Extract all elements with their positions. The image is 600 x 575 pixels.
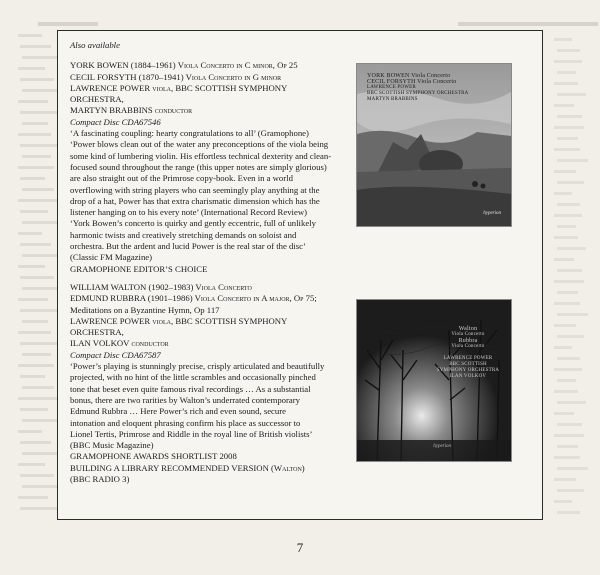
bleed-line — [557, 71, 576, 74]
bleed-line — [20, 210, 48, 213]
bleed-line — [554, 456, 580, 459]
album2-award: GRAMOPHONE AWARDS SHORTLIST 2008 — [70, 451, 237, 462]
album1-award: GRAMOPHONE EDITOR’S CHOICE — [70, 263, 208, 274]
bleed-line — [557, 225, 576, 228]
album2-review-line: intonation and eloquent phrasing confirm his place as successor to — [70, 417, 301, 428]
bleed-line — [557, 401, 586, 404]
album1-review-line: ‘Power blows clean out of the water any preconceptions of the viola being — [70, 139, 329, 150]
album2-catalogue: Compact Disc CDA67587 — [70, 349, 161, 360]
bleed-line — [20, 507, 57, 510]
album1-review-line: ‘York Bowen’s concerto is quirky and gently eccentric, full of unlikely — [70, 218, 316, 229]
bleed-line — [554, 192, 572, 195]
album1-catalogue: Compact Disc CDA67546 — [70, 116, 161, 127]
bleed-line — [18, 34, 42, 37]
album1-cover-title: YORK BOWEN Viola Concerto CECIL FORSYTH Viola Concerto LAWRENCE POWER BBC SCOTTISH SYMPHONY ORCHESTRA MARTYN BRABBINS — [367, 73, 469, 102]
bleed-line — [20, 441, 51, 444]
album1-line3: LAWRENCE POWER viola, BBC SCOTTISH SYMPHONY ORCHESTRA, — [70, 82, 287, 105]
album1-cover-art[interactable] — [356, 63, 512, 227]
bleed-line — [20, 177, 45, 180]
bleed-line — [554, 60, 582, 63]
album2-line3: Meditations on a Byzantine Hymn, Op 117 — [70, 304, 220, 315]
album1-line4: MARTYN BRABBINS conductor — [70, 105, 193, 116]
bleed-line — [20, 111, 57, 114]
bleed-line — [557, 423, 582, 426]
bleed-line — [554, 280, 584, 283]
bleed-line — [554, 412, 574, 415]
album2-award: (BBC RADIO 3) — [70, 473, 130, 484]
bleed-line — [18, 166, 54, 169]
bleed-line — [554, 324, 576, 327]
bleed-line — [20, 408, 48, 411]
page-number: 7 — [296, 540, 304, 555]
bleed-line — [20, 45, 51, 48]
album2-line1: WILLIAM WALTON (1902–1983) Viola Concerto — [70, 281, 252, 292]
album2-review-line: Edmund Rubbra … Here Power’s rich and even sound, secure — [70, 406, 287, 417]
bleed-line — [554, 126, 584, 129]
bleed-line — [18, 331, 51, 334]
bleed-line — [22, 188, 54, 191]
album1-review-line: orchestra. But the ardent and lucid Power is the real star of the disc’ — [70, 241, 306, 252]
album1-line1: YORK BOWEN (1884–1961) Viola Concerto in C minor, Op 25 — [70, 60, 298, 71]
bleed-line — [554, 104, 574, 107]
bleed-line — [20, 474, 54, 477]
album1-review-line: harmonic twists and creatively stretching demands on soloist and — [70, 229, 297, 240]
album2-review-line: Lionel Tertis, Primrose and Riddle in the royal line of British violists’ — [70, 428, 313, 439]
hyperion-logo: hyperion — [433, 444, 451, 449]
bleed-line — [22, 56, 60, 59]
bleed-line — [557, 247, 586, 250]
bleed-line — [22, 452, 60, 455]
bleed-line — [557, 445, 578, 448]
bleed-line — [18, 199, 57, 202]
bleed-line — [554, 346, 572, 349]
album2-award: BUILDING A LIBRARY RECOMMENDED VERSION (Walton) — [70, 462, 305, 473]
bleed-line — [22, 221, 57, 224]
section-heading: Also available — [70, 40, 120, 50]
bleed-line — [18, 133, 51, 136]
bleed-line — [18, 397, 57, 400]
bleed-line — [22, 254, 60, 257]
bleed-line — [557, 379, 576, 382]
bleed-line — [18, 298, 48, 301]
bleed-line — [557, 181, 584, 184]
album1-review-line: drop of a hat, Power has that extra charismatic dimension which has the — [70, 195, 320, 206]
bleed-line — [20, 276, 54, 279]
bleed-line — [557, 115, 582, 118]
bleed-line — [20, 243, 51, 246]
bleed-line — [22, 122, 48, 125]
bleed-line — [557, 93, 586, 96]
night-forest-image — [357, 300, 511, 461]
also-available-text — [70, 40, 332, 485]
bleed-line — [557, 335, 584, 338]
album1-review-line: focused sound throughout the range (this upper notes are simply glorious) — [70, 161, 327, 172]
bleed-line — [18, 265, 45, 268]
bleed-line — [557, 489, 584, 492]
bleed-line — [554, 258, 574, 261]
bleed-line — [554, 38, 572, 41]
album1-review-line: listener hanging on to his every note’ (International Record Review) — [70, 207, 307, 218]
bleed-line — [18, 430, 42, 433]
bleed-line — [22, 419, 57, 422]
bleed-line — [554, 170, 576, 173]
album2-line2: EDMUND RUBBRA (1901–1986) Viola Concerto in A major, Op 75; — [70, 293, 317, 304]
bleed-line — [557, 511, 580, 514]
album1-review-line: are also straight out of the Primrose copy-book. Even in a world — [70, 173, 293, 184]
bleed-line — [20, 144, 60, 147]
bleed-line — [557, 49, 580, 52]
bleed-line — [18, 463, 45, 466]
album1-review-line: (Classic FM Magazine) — [70, 252, 153, 263]
album2-review-line: tone that beset even quite famous rival recordings … As a substantial — [70, 383, 311, 394]
album1-review-line: some kind of lumbering violin. His effortless technical dexterity and clean- — [70, 150, 332, 161]
bleed-line — [18, 100, 48, 103]
bleed-line — [557, 203, 580, 206]
album1-review-line: overflowing with string players who can seemingly play anything at the — [70, 184, 320, 195]
bleed-line — [557, 357, 580, 360]
bleed-line — [557, 159, 588, 162]
bleed-line — [22, 386, 54, 389]
bleed-line — [18, 232, 42, 235]
album2-review-line: (BBC Music Magazine) — [70, 440, 154, 451]
bleed-line — [557, 291, 578, 294]
bleed-line — [557, 467, 588, 470]
album2-review-line: ‘Power’s playing is stunningly precise, crisply articulated and beautifully — [70, 361, 325, 372]
album1-review-line: ‘A fascinating coupling: hearty congratulations to all’ (Gramophone) — [70, 128, 309, 139]
bleed-line — [20, 375, 45, 378]
bleed-line — [20, 342, 60, 345]
album2-review-line: bonus, there are two rarities by Walton’s underrated contemporary — [70, 394, 301, 405]
album2-line5: ILAN VOLKOV conductor — [70, 338, 169, 349]
album2-cover-title: Walton Viola Concerto Rubbra Viola Concerto LAWRENCE POWER BBC SCOTTISH SYMPHONY ORCHESTRA ILAN VOLKOV — [436, 326, 500, 379]
bleed-line — [557, 269, 582, 272]
bleed-line — [554, 148, 580, 151]
bleed-line — [18, 67, 45, 70]
bleed-line — [554, 500, 572, 503]
bleed-line — [22, 353, 51, 356]
also-available-panel — [57, 30, 543, 520]
album2-cover-art[interactable] — [356, 299, 512, 462]
bleed-line — [20, 78, 54, 81]
bleed-line — [554, 236, 578, 239]
bleed-line — [557, 137, 578, 140]
bleed-line — [554, 214, 582, 217]
bleed-line — [554, 368, 582, 371]
bleed-line — [554, 82, 578, 85]
bleed-line — [557, 313, 588, 316]
album2-line4: LAWRENCE POWER viola, BBC SCOTTISH SYMPHONY ORCHESTRA, — [70, 315, 287, 338]
bleed-line — [554, 434, 584, 437]
bleed-line — [554, 478, 576, 481]
bleed-line — [20, 309, 57, 312]
bleed-line — [22, 155, 51, 158]
bleed-line — [18, 364, 54, 367]
bleed-line — [554, 302, 580, 305]
album2-review-line: projected, with no hint of the little scrambles and occasionally pinched — [70, 372, 316, 383]
hyperion-logo: hyperion — [483, 211, 501, 216]
bleed-line — [554, 390, 578, 393]
bleed-line — [22, 320, 48, 323]
bleed-line — [18, 496, 48, 499]
album1-line2: CECIL FORSYTH (1870–1941) Viola Concerto in G minor — [70, 71, 282, 82]
